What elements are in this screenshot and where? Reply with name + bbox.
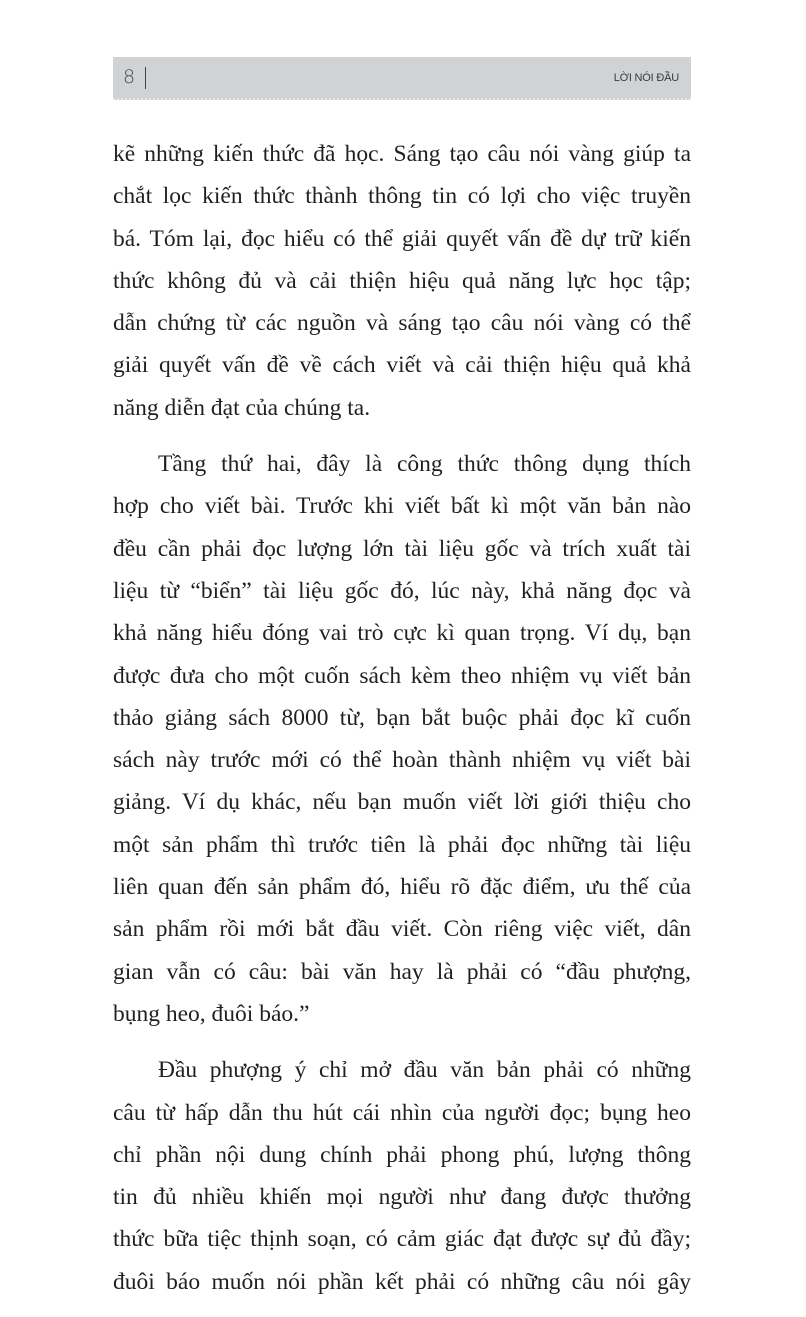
text-line: được đưa cho một cuốn sách kèm theo nhiệm vụ viết bản	[113, 662, 691, 689]
text-line: liệu từ “biển” tài liệu gốc đó, lúc này, khả năng đọc và	[113, 577, 691, 604]
text-line: đuôi báo muốn nói phần kết phải có những câu nói gây	[113, 1268, 691, 1295]
text-line: câu từ hấp dẫn thu hút cái nhìn của người đọc; bụng heo	[113, 1099, 691, 1126]
text-line: tin đủ nhiều khiến mọi người như đang được thưởng	[113, 1184, 691, 1211]
text-line: chắt lọc kiến thức thành thông tin có lợi cho việc truyền	[113, 183, 691, 210]
paragraph	[113, 133, 691, 429]
text-line: thảo giảng sách 8000 từ, bạn bắt buộc phải đọc kĩ cuốn	[113, 704, 691, 731]
text-line: bá. Tóm lại, đọc hiểu có thể giải quyết vấn đề dự trữ kiến	[113, 225, 691, 252]
text-line: Tầng thứ hai, đây là công thức thông dụng thích	[158, 451, 691, 478]
text-line: liên quan đến sản phẩm đó, hiểu rõ đặc điểm, ưu thế của	[113, 874, 691, 901]
text-line: một sản phẩm thì trước tiên là phải đọc những tài liệu	[113, 831, 691, 858]
text-line: giải quyết vấn đề về cách viết và cải thiện hiệu quả khả	[113, 352, 691, 379]
text-line: năng diễn đạt của chúng ta.	[113, 394, 371, 421]
text-line: thức bữa tiệc thịnh soạn, có cảm giác đạt được sự đủ đầy;	[113, 1226, 691, 1253]
text-line: sách này trước mới có thể hoàn thành nhiệm vụ viết bài	[113, 747, 691, 774]
paragraph	[113, 1049, 691, 1303]
text-line: đều cần phải đọc lượng lớn tài liệu gốc và trích xuất tài	[113, 535, 691, 562]
running-header	[113, 57, 691, 100]
text-line: Đầu phượng ý chỉ mở đầu văn bản phải có những	[158, 1057, 691, 1084]
text-line: sản phẩm rồi mới bắt đầu viết. Còn riêng việc viết, dân	[113, 916, 691, 943]
text-line: hợp cho viết bài. Trước khi viết bất kì một văn bản nào	[113, 493, 691, 520]
text-line: khả năng hiểu đóng vai trò cực kì quan trọng. Ví dụ, bạn	[113, 620, 691, 647]
text-line: thức không đủ và cải thiện hiệu quả năng lực học tập;	[113, 267, 691, 294]
text-line: kẽ những kiến thức đã học. Sáng tạo câu nói vàng giúp ta	[113, 141, 691, 167]
text-line: gian vẫn có câu: bài văn hay là phải có “đầu phượng,	[113, 958, 691, 985]
text-line: bụng heo, đuôi báo.”	[113, 1000, 310, 1027]
text-line: chỉ phần nội dung chính phải phong phú, lượng thông	[113, 1141, 691, 1168]
body-text	[113, 133, 691, 1317]
header-divider	[145, 67, 146, 89]
page-number: 8	[123, 66, 136, 88]
paragraph	[113, 443, 691, 1035]
text-line: giảng. Ví dụ khác, nếu bạn muốn viết lời giới thiệu cho	[113, 789, 691, 816]
running-title: LỜI NÓI ĐẦU	[613, 72, 679, 84]
text-line: dẫn chứng từ các nguồn và sáng tạo câu nói vàng có thể	[113, 310, 691, 337]
